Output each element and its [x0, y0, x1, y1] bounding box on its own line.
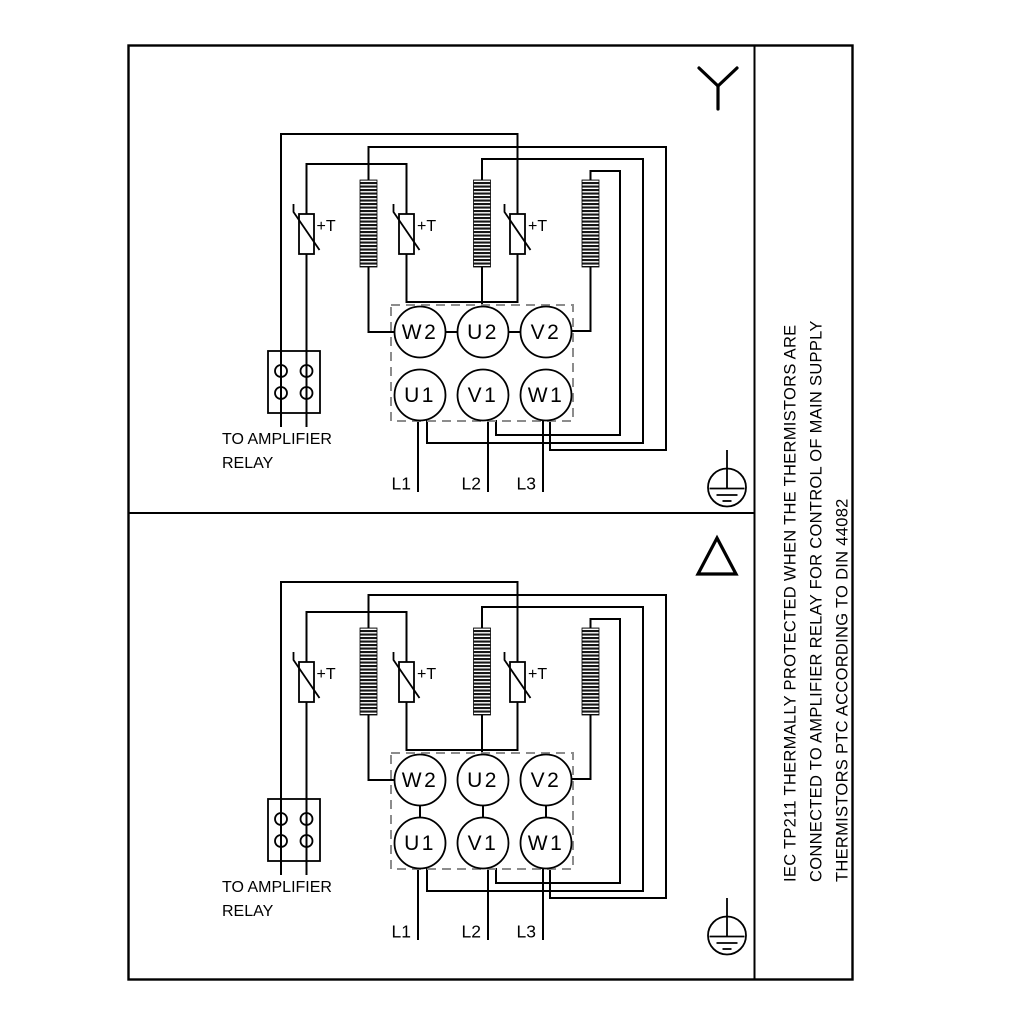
thermistor-2	[394, 204, 437, 254]
wire-thermistor3-to-thermistor2	[407, 254, 518, 302]
terminal-V2-label: V2	[530, 769, 562, 792]
earth-ground-icon	[708, 450, 746, 507]
panel-star	[222, 68, 746, 507]
relay-caption-line1: TO AMPLIFIER	[222, 879, 332, 896]
side-note-line1: IEC TP211 THERMALLY PROTECTED WHEN THE THERMISTORS ARE	[781, 324, 800, 882]
terminal-U1-label: U1	[404, 384, 436, 407]
supply-label-L3: L3	[516, 921, 536, 942]
terminal-W2-label: W2	[401, 321, 439, 344]
wire-thermistor2-to-thermistor1	[307, 612, 407, 662]
earth-ground-icon	[708, 898, 746, 955]
supply-label-L2: L2	[461, 921, 481, 942]
side-note-line2: CONNECTED TO AMPLIFIER RELAY FOR CONTROL OF MAIN SUPPLY	[807, 320, 826, 882]
wire-winding3-to-V2	[572, 715, 591, 779]
amplifier-relay-connector	[268, 799, 320, 861]
supply-label-L3: L3	[516, 473, 536, 494]
delta-symbol	[698, 538, 736, 574]
winding-coil-1	[360, 180, 377, 267]
terminal-U2-label: U2	[467, 321, 499, 344]
terminal-U1-label: U1	[404, 832, 436, 855]
supply-label-L1: L1	[391, 921, 411, 942]
winding-coil-1	[360, 628, 377, 715]
star-symbol	[699, 68, 737, 109]
relay-caption-line2: RELAY	[222, 903, 274, 920]
wire-thermistor2-to-thermistor1	[307, 164, 407, 214]
winding-coil-3	[582, 628, 599, 715]
thermistor-1-label: +T	[316, 666, 336, 683]
thermistor-1-label: +T	[316, 218, 336, 235]
side-note-line3: THERMISTORS PTC ACCORDING TO DIN 44082	[833, 498, 852, 882]
thermistor-3-label: +T	[528, 666, 548, 683]
relay-caption-line2: RELAY	[222, 455, 274, 472]
supply-label-L1: L1	[391, 473, 411, 494]
thermistor-2	[394, 652, 437, 702]
thermistor-2-label: +T	[417, 666, 437, 683]
thermistor-3	[505, 204, 548, 254]
side-note	[782, 320, 852, 882]
terminal-W1-label: W1	[527, 832, 565, 855]
winding-coil-2	[474, 180, 491, 267]
thermistor-1	[294, 204, 336, 254]
terminal-W2-label: W2	[401, 769, 439, 792]
star-circuit	[222, 134, 746, 507]
winding-coil-3	[582, 180, 599, 267]
relay-caption-line1: TO AMPLIFIER	[222, 431, 332, 448]
amplifier-relay-connector	[268, 351, 320, 413]
terminal-V2-label: V2	[530, 321, 562, 344]
supply-label-L2: L2	[461, 473, 481, 494]
wire-thermistor3-to-thermistor2	[407, 702, 518, 750]
thermistor-3	[505, 652, 548, 702]
terminal-V1-label: V1	[467, 384, 499, 407]
thermistor-1	[294, 652, 336, 702]
panel-delta	[222, 538, 746, 955]
delta-circuit	[222, 582, 746, 955]
wire-winding3-to-V2	[572, 267, 591, 331]
thermistor-3-label: +T	[528, 218, 548, 235]
terminal-U2-label: U2	[467, 769, 499, 792]
terminal-V1-label: V1	[467, 832, 499, 855]
terminal-W1-label: W1	[527, 384, 565, 407]
winding-coil-2	[474, 628, 491, 715]
thermistor-2-label: +T	[417, 218, 437, 235]
